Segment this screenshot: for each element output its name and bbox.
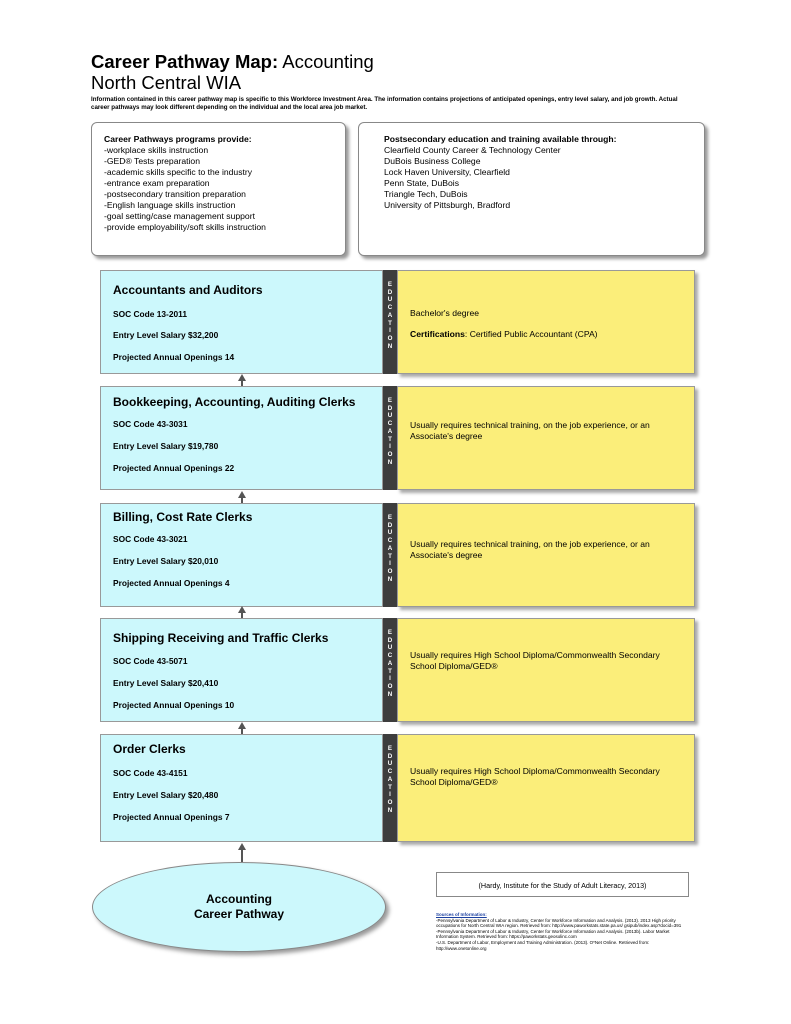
citation-box: (Hardy, Institute for the Study of Adult Literacy, 2013)	[436, 872, 689, 897]
list-item: Penn State, DuBois	[384, 178, 460, 188]
education-tab	[383, 270, 397, 374]
job-title: Billing, Cost Rate Clerks	[113, 510, 253, 524]
soc-code: SOC Code 13-2011	[113, 309, 188, 319]
job-title: Accountants and Auditors	[113, 283, 263, 297]
list-item: -English language skills instruction	[104, 200, 236, 210]
page-title: Career Pathway Map: Accounting	[91, 51, 374, 72]
sources-section	[436, 912, 691, 951]
entry-salary: Entry Level Salary $32,200	[113, 330, 219, 340]
education-label: E D U C A T I O N	[387, 514, 393, 583]
job-card-order-clerks	[100, 734, 383, 842]
education-box	[397, 270, 695, 374]
list-item: -provide employability/soft skills instruction	[104, 222, 266, 232]
entry-salary: Entry Level Salary $20,410	[113, 678, 219, 688]
education-tab	[383, 503, 397, 607]
sources-heading: Sources of Information:	[436, 912, 487, 917]
entry-salary: Entry Level Salary $20,480	[113, 790, 219, 800]
career-pathway-oval	[92, 862, 386, 952]
list-item: -postsecondary transition preparation	[104, 189, 246, 199]
list-item: -academic skills specific to the industry	[104, 167, 253, 177]
education-requirement: Usually requires technical training, on the job experience, or an Associate's degree	[410, 420, 650, 441]
job-card-accountants	[100, 270, 383, 374]
certifications: Certifications: Certified Public Accountant (CPA)	[410, 329, 598, 339]
entry-salary: Entry Level Salary $19,780	[113, 441, 219, 451]
pathway-arrow	[241, 849, 243, 862]
postsecondary-heading: Postsecondary education and training available through:	[384, 134, 617, 144]
education-requirement: Usually requires High School Diploma/Commonwealth Secondary School Diploma/GED®	[410, 650, 660, 671]
postsecondary-box	[358, 122, 705, 256]
soc-code: SOC Code 43-4151	[113, 768, 188, 778]
soc-code: SOC Code 43-5071	[113, 656, 188, 666]
list-item: Triangle Tech, DuBois	[384, 189, 468, 199]
arrow-up-icon	[238, 606, 246, 613]
arrow-up-icon	[238, 374, 246, 381]
programs-box	[91, 122, 346, 256]
education-label: E D U C A T I O N	[387, 629, 393, 698]
job-card-shipping	[100, 618, 383, 722]
list-item: Lock Haven University, Clearfield	[384, 167, 510, 177]
education-tab	[383, 386, 397, 490]
list-item: DuBois Business College	[384, 156, 481, 166]
education-label: E D U C A T I O N	[387, 281, 393, 350]
education-requirement: Usually requires technical training, on the job experience, or an Associate's degree	[410, 539, 650, 560]
education-box	[397, 734, 695, 842]
education-label: E D U C A T I O N	[387, 745, 393, 814]
education-tab	[383, 734, 397, 842]
soc-code: SOC Code 43-3031	[113, 419, 188, 429]
oval-line-1: Accounting	[206, 892, 272, 906]
arrow-up-icon	[238, 491, 246, 498]
job-title: Bookkeeping, Accounting, Auditing Clerks	[113, 395, 356, 409]
education-requirement: Bachelor's degree	[410, 308, 480, 318]
annual-openings: Projected Annual Openings 4	[113, 578, 230, 588]
programs-heading: Career Pathways programs provide:	[104, 134, 252, 144]
job-card-billing	[100, 503, 383, 607]
intro-text: Information contained in this career pathway map is specific to this Workforce Investment Area. The information contains projections of anticipated openings, entry level salary, and job growth. Actual career pathways may look different depending on the individual and the local area job market.	[91, 96, 678, 111]
annual-openings: Projected Annual Openings 22	[113, 463, 235, 473]
list-item: Clearfield County Career & Technology Center	[384, 145, 561, 155]
source-line: -U.S. Department of Labor, Employment and Training Administration. (2013). O*Net Online. Retrieved from: http://www.onetonline.org	[436, 939, 650, 951]
list-item: University of Pittsburgh, Bradford	[384, 200, 511, 210]
list-item: -GED® Tests preparation	[104, 156, 200, 166]
annual-openings: Projected Annual Openings 10	[113, 700, 235, 710]
soc-code: SOC Code 43-3021	[113, 534, 188, 544]
arrow-up-icon	[238, 722, 246, 729]
list-item: -workplace skills instruction	[104, 145, 209, 155]
annual-openings: Projected Annual Openings 14	[113, 352, 235, 362]
list-item: -entrance exam preparation	[104, 178, 210, 188]
entry-salary: Entry Level Salary $20,010	[113, 556, 219, 566]
education-box	[397, 618, 695, 722]
list-item: -goal setting/case management support	[104, 211, 255, 221]
education-requirement: Usually requires High School Diploma/Commonwealth Secondary School Diploma/GED®	[410, 766, 660, 787]
arrow-up-icon	[238, 843, 246, 850]
source-line: -Pennsylvania Department of Labor & Industry, Center for Workforce Information and Analysis. (2013b). Labor Market Information System. Retrieved from: https://paworkstats.geosolinc.com	[436, 928, 670, 940]
education-label: E D U C A T I O N	[387, 397, 393, 466]
oval-line-2: Career Pathway	[193, 907, 285, 921]
education-box	[397, 386, 695, 490]
job-title: Shipping Receiving and Traffic Clerks	[113, 631, 329, 645]
job-card-bookkeeping	[100, 386, 383, 490]
education-box	[397, 503, 695, 607]
job-title: Order Clerks	[113, 742, 186, 756]
source-line: -Pennsylvania Department of Labor & Industry, Center for Workforce Information and Analysis. (2013). 2013 High priority occupations for North Central WIA region. Retrieved from: http://www.paworkstats.state.pa.us/ gsipub/index.asp?docid=391	[436, 917, 682, 929]
annual-openings: Projected Annual Openings 7	[113, 812, 230, 822]
page-subtitle: North Central WIA	[91, 72, 242, 93]
education-tab	[383, 618, 397, 722]
